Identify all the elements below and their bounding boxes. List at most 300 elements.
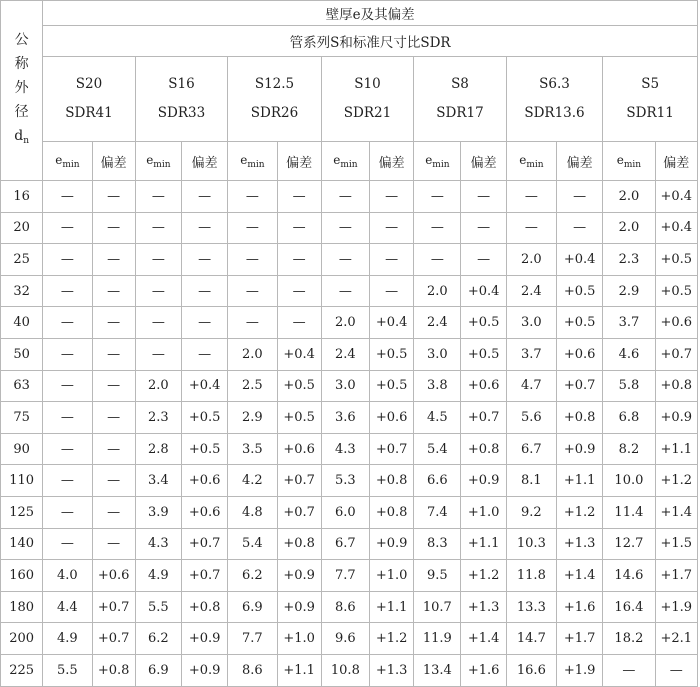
emin-value-cell: — (228, 307, 277, 339)
tolerance-value-cell: +0.9 (277, 591, 321, 623)
emin-value-cell: 5.4 (414, 433, 461, 465)
pipe-series-label: S20 (75, 76, 103, 92)
tolerance-value-cell: +0.5 (370, 370, 414, 402)
series-header-cell (506, 57, 603, 142)
tolerance-value-cell: — (277, 244, 321, 276)
emin-value-cell: 4.4 (43, 591, 92, 623)
sdr-label: SDR11 (626, 105, 674, 121)
emin-value-cell: 6.7 (321, 528, 369, 560)
emin-value-cell: 16.4 (603, 591, 655, 623)
emin-value-cell: — (506, 212, 556, 244)
emin-value-cell: 12.7 (603, 528, 655, 560)
tolerance-value-cell: +0.5 (461, 338, 506, 370)
series-header-cell (414, 57, 507, 142)
nominal-diameter-cell: 200 (1, 623, 43, 655)
tolerance-value-cell: +0.6 (277, 433, 321, 465)
emin-value-cell: 10.0 (603, 465, 655, 497)
tolerance-value-cell: +0.4 (655, 212, 697, 244)
emin-value-cell: — (43, 275, 92, 307)
emin-value-cell: 2.4 (414, 307, 461, 339)
tolerance-value-cell: +1.1 (277, 654, 321, 686)
tolerance-value-cell: — (181, 338, 227, 370)
emin-value-cell: 7.7 (321, 560, 369, 592)
series-header-cell (43, 57, 136, 142)
tolerance-value-cell: — (370, 212, 414, 244)
emin-value-cell: — (228, 244, 277, 276)
tolerance-header: 偏差 (655, 142, 697, 181)
tolerance-value-cell: — (370, 275, 414, 307)
emin-value-cell: 3.9 (135, 496, 181, 528)
tolerance-header: 偏差 (557, 142, 603, 181)
tolerance-value-cell: +1.9 (655, 591, 697, 623)
tolerance-value-cell: — (277, 181, 321, 213)
emin-value-cell: — (43, 528, 92, 560)
emin-value-cell: 5.5 (43, 654, 92, 686)
tolerance-value-cell: — (92, 338, 135, 370)
emin-value-cell: — (43, 181, 92, 213)
emin-value-cell: 13.4 (414, 654, 461, 686)
tolerance-value-cell: +0.7 (92, 623, 135, 655)
pipe-series-label: S8 (451, 76, 469, 92)
tolerance-value-cell: +0.9 (181, 654, 227, 686)
tolerance-value-cell: — (557, 212, 603, 244)
tolerance-value-cell: — (92, 496, 135, 528)
tolerance-value-cell: +0.8 (370, 496, 414, 528)
tolerance-value-cell: +0.7 (181, 528, 227, 560)
tolerance-header: 偏差 (461, 142, 506, 181)
tolerance-value-cell: +0.8 (655, 370, 697, 402)
tolerance-value-cell: — (92, 370, 135, 402)
emin-value-cell: 3.0 (506, 307, 556, 339)
series-header-cell (321, 57, 414, 142)
pipe-series-label: S5 (641, 76, 660, 92)
emin-value-cell: 10.7 (414, 591, 461, 623)
emin-value-cell: — (414, 212, 461, 244)
table-row (1, 528, 698, 560)
table-header (1, 1, 698, 181)
tolerance-value-cell: +0.6 (181, 465, 227, 497)
emin-value-cell: — (321, 244, 369, 276)
emin-value-cell: 2.3 (135, 402, 181, 434)
emin-value-cell: 2.0 (603, 212, 655, 244)
tolerance-value-cell: — (92, 528, 135, 560)
nominal-diameter-cell: 140 (1, 528, 43, 560)
tolerance-header: 偏差 (277, 142, 321, 181)
tolerance-value-cell: — (92, 181, 135, 213)
tolerance-value-cell: +1.6 (461, 654, 506, 686)
dn-char: 外 (14, 80, 29, 96)
emin-header: $e_{min}$ (43, 142, 92, 181)
table-body (1, 181, 698, 687)
pipe-series-label: S12.5 (254, 76, 295, 92)
tolerance-value-cell: — (181, 244, 227, 276)
tolerance-value-cell: +0.5 (181, 433, 227, 465)
nominal-diameter-cell: 40 (1, 307, 43, 339)
emin-value-cell: 8.2 (603, 433, 655, 465)
tolerance-value-cell: +1.1 (557, 465, 603, 497)
tolerance-value-cell: +0.9 (461, 465, 506, 497)
tolerance-value-cell: +1.2 (370, 623, 414, 655)
emin-value-cell: — (603, 654, 655, 686)
table-row (1, 402, 698, 434)
emin-value-cell: 3.8 (414, 370, 461, 402)
tolerance-value-cell: +1.1 (655, 433, 697, 465)
pipe-series-label: S10 (354, 76, 381, 92)
emin-value-cell: 11.8 (506, 560, 556, 592)
emin-value-cell: 9.5 (414, 560, 461, 592)
tolerance-value-cell: +1.7 (655, 560, 697, 592)
tolerance-value-cell: — (277, 212, 321, 244)
emin-value-cell: 4.0 (43, 560, 92, 592)
emin-value-cell: — (135, 338, 181, 370)
nominal-diameter-cell: 25 (1, 244, 43, 276)
tolerance-value-cell: +0.4 (655, 181, 697, 213)
dn-char: 径 (14, 104, 29, 120)
emin-value-cell: — (321, 181, 369, 213)
tolerance-header: 偏差 (181, 142, 227, 181)
tolerance-value-cell: +0.6 (181, 496, 227, 528)
emin-value-cell: 4.3 (135, 528, 181, 560)
tolerance-value-cell: +0.4 (277, 338, 321, 370)
emin-header: $e_{min}$ (135, 142, 181, 181)
emin-value-cell: — (43, 370, 92, 402)
table-row (1, 433, 698, 465)
emin-value-cell: 8.1 (506, 465, 556, 497)
tolerance-value-cell: — (92, 307, 135, 339)
tolerance-value-cell: +0.7 (461, 402, 506, 434)
sdr-label: SDR17 (436, 105, 484, 121)
tolerance-value-cell: +0.5 (277, 370, 321, 402)
tolerance-value-cell: +0.9 (557, 433, 603, 465)
emin-value-cell: 2.0 (506, 244, 556, 276)
tolerance-value-cell: +0.7 (277, 496, 321, 528)
tolerance-value-cell: — (461, 181, 506, 213)
emin-value-cell: — (43, 212, 92, 244)
subheader-row (1, 142, 698, 181)
tolerance-value-cell: +0.8 (370, 465, 414, 497)
tolerance-value-cell: +0.9 (277, 560, 321, 592)
tolerance-value-cell: — (655, 654, 697, 686)
emin-value-cell: 3.7 (603, 307, 655, 339)
emin-value-cell: 2.0 (228, 338, 277, 370)
sdr-label: SDR41 (65, 105, 113, 121)
tolerance-value-cell: +0.5 (557, 275, 603, 307)
emin-value-cell: 2.4 (321, 338, 369, 370)
tolerance-value-cell: +0.7 (277, 465, 321, 497)
tolerance-value-cell: +0.8 (181, 591, 227, 623)
tolerance-value-cell: +1.3 (557, 528, 603, 560)
emin-value-cell: 4.8 (228, 496, 277, 528)
tolerance-value-cell: +0.5 (461, 307, 506, 339)
emin-value-cell: — (321, 275, 369, 307)
emin-value-cell: 4.9 (43, 623, 92, 655)
table-row (1, 307, 698, 339)
emin-value-cell: — (135, 244, 181, 276)
emin-value-cell: 6.9 (228, 591, 277, 623)
tolerance-value-cell: — (277, 275, 321, 307)
emin-value-cell: 4.9 (135, 560, 181, 592)
emin-value-cell: 2.0 (414, 275, 461, 307)
emin-value-cell: 7.4 (414, 496, 461, 528)
tolerance-value-cell: +0.5 (655, 275, 697, 307)
emin-value-cell: 4.5 (414, 402, 461, 434)
table-row (1, 591, 698, 623)
tolerance-header: 偏差 (370, 142, 414, 181)
nominal-diameter-cell: 125 (1, 496, 43, 528)
emin-value-cell: 11.4 (603, 496, 655, 528)
table-title: 壁厚e及其偏差 (43, 1, 698, 26)
tolerance-value-cell: +0.6 (92, 560, 135, 592)
emin-value-cell: 14.6 (603, 560, 655, 592)
table-row (1, 181, 698, 213)
emin-value-cell: — (43, 338, 92, 370)
nominal-diameter-cell: 90 (1, 433, 43, 465)
nominal-diameter-cell: 110 (1, 465, 43, 497)
tolerance-header: 偏差 (92, 142, 135, 181)
emin-value-cell: 2.9 (228, 402, 277, 434)
emin-value-cell: 3.7 (506, 338, 556, 370)
tolerance-value-cell: +1.4 (461, 623, 506, 655)
sdr-label: SDR21 (343, 105, 392, 121)
tolerance-value-cell: — (92, 212, 135, 244)
emin-value-cell: 5.6 (506, 402, 556, 434)
emin-value-cell: 2.4 (506, 275, 556, 307)
tolerance-value-cell: +0.4 (557, 244, 603, 276)
tolerance-value-cell: — (181, 307, 227, 339)
table-row (1, 654, 698, 686)
series-header-cell (135, 57, 228, 142)
emin-value-cell: 6.6 (414, 465, 461, 497)
nominal-diameter-cell: 75 (1, 402, 43, 434)
tolerance-value-cell: — (461, 244, 506, 276)
tolerance-value-cell: — (92, 433, 135, 465)
emin-value-cell: 10.3 (506, 528, 556, 560)
dn-char: 公 (14, 32, 29, 48)
emin-value-cell: 3.4 (135, 465, 181, 497)
tolerance-value-cell: +0.8 (557, 402, 603, 434)
emin-value-cell: 4.3 (321, 433, 369, 465)
tolerance-value-cell: +1.3 (370, 654, 414, 686)
tolerance-value-cell: +1.5 (655, 528, 697, 560)
emin-value-cell: 10.8 (321, 654, 369, 686)
tolerance-value-cell: — (92, 244, 135, 276)
series-header-cell (603, 57, 698, 142)
table-row (1, 560, 698, 592)
emin-value-cell: 16.6 (506, 654, 556, 686)
emin-value-cell: 13.3 (506, 591, 556, 623)
tolerance-value-cell: +1.2 (557, 496, 603, 528)
tolerance-value-cell: +0.5 (655, 244, 697, 276)
tolerance-value-cell: +0.6 (370, 402, 414, 434)
emin-header: $e_{min}$ (414, 142, 461, 181)
sdr-label: SDR33 (157, 105, 206, 121)
tolerance-value-cell: — (92, 402, 135, 434)
nominal-diameter-cell: 225 (1, 654, 43, 686)
emin-value-cell: — (228, 181, 277, 213)
emin-header: $e_{min}$ (506, 142, 556, 181)
emin-value-cell: 2.0 (135, 370, 181, 402)
emin-value-cell: 2.5 (228, 370, 277, 402)
emin-value-cell: 6.2 (228, 560, 277, 592)
tolerance-value-cell: +0.8 (277, 528, 321, 560)
tolerance-value-cell: +0.7 (557, 370, 603, 402)
tolerance-value-cell: — (370, 244, 414, 276)
tolerance-value-cell: +1.3 (461, 591, 506, 623)
tolerance-value-cell: — (277, 307, 321, 339)
sdr-label: SDR13.6 (524, 105, 585, 121)
tolerance-value-cell: — (92, 465, 135, 497)
emin-value-cell: 9.6 (321, 623, 369, 655)
emin-value-cell: — (135, 212, 181, 244)
tolerance-value-cell: +0.4 (181, 370, 227, 402)
tolerance-value-cell: +1.2 (655, 465, 697, 497)
emin-value-cell: — (228, 212, 277, 244)
emin-value-cell: — (43, 402, 92, 434)
tolerance-value-cell: +0.5 (181, 402, 227, 434)
table-row (1, 370, 698, 402)
emin-value-cell: 6.7 (506, 433, 556, 465)
tolerance-value-cell: +0.7 (370, 433, 414, 465)
emin-value-cell: 8.3 (414, 528, 461, 560)
emin-value-cell: 5.3 (321, 465, 369, 497)
table-row (1, 623, 698, 655)
table-row (1, 212, 698, 244)
emin-value-cell: 7.7 (228, 623, 277, 655)
emin-value-cell: 5.8 (603, 370, 655, 402)
pipe-series-label: S6.3 (539, 76, 570, 92)
emin-value-cell: — (414, 181, 461, 213)
tolerance-value-cell: +1.9 (557, 654, 603, 686)
sdr-label: SDR26 (250, 105, 299, 121)
emin-value-cell: 2.3 (603, 244, 655, 276)
nominal-diameter-header (1, 1, 43, 181)
series-header-cell (228, 57, 322, 142)
emin-value-cell: — (135, 275, 181, 307)
tolerance-value-cell: +0.4 (461, 275, 506, 307)
emin-value-cell: 4.7 (506, 370, 556, 402)
tolerance-value-cell: — (181, 212, 227, 244)
tolerance-value-cell: +0.5 (557, 307, 603, 339)
dn-char: 称 (14, 56, 29, 72)
emin-header: $e_{min}$ (321, 142, 369, 181)
tolerance-value-cell: +0.9 (655, 402, 697, 434)
table-subtitle: 管系列S和标准尺寸比SDR (43, 26, 698, 57)
emin-value-cell: 11.9 (414, 623, 461, 655)
emin-value-cell: 6.2 (135, 623, 181, 655)
tolerance-value-cell: +0.8 (92, 654, 135, 686)
tolerance-value-cell: +0.5 (277, 402, 321, 434)
tolerance-value-cell: +0.7 (655, 338, 697, 370)
tolerance-value-cell: — (557, 181, 603, 213)
emin-value-cell: 3.5 (228, 433, 277, 465)
tolerance-value-cell: +1.4 (557, 560, 603, 592)
tolerance-value-cell: +0.9 (370, 528, 414, 560)
table-row (1, 244, 698, 276)
tolerance-value-cell: +1.0 (370, 560, 414, 592)
nominal-diameter-cell: 16 (1, 181, 43, 213)
tolerance-value-cell: +0.6 (557, 338, 603, 370)
tolerance-value-cell: — (181, 181, 227, 213)
tolerance-value-cell: +2.1 (655, 623, 697, 655)
emin-value-cell: — (135, 307, 181, 339)
nominal-diameter-cell: 180 (1, 591, 43, 623)
emin-value-cell: 8.6 (321, 591, 369, 623)
emin-value-cell: 3.0 (321, 370, 369, 402)
tolerance-value-cell: +0.5 (370, 338, 414, 370)
emin-value-cell: — (506, 181, 556, 213)
emin-value-cell: 2.0 (603, 181, 655, 213)
tolerance-value-cell: +0.4 (370, 307, 414, 339)
tolerance-value-cell: — (370, 181, 414, 213)
tolerance-value-cell: +1.0 (461, 496, 506, 528)
emin-value-cell: 4.2 (228, 465, 277, 497)
emin-value-cell: — (414, 244, 461, 276)
emin-header: $e_{min}$ (228, 142, 277, 181)
emin-value-cell: 3.0 (414, 338, 461, 370)
emin-value-cell: 6.8 (603, 402, 655, 434)
emin-value-cell: 4.6 (603, 338, 655, 370)
tolerance-value-cell: +1.1 (461, 528, 506, 560)
tolerance-value-cell: — (461, 212, 506, 244)
nominal-diameter-cell: 63 (1, 370, 43, 402)
emin-value-cell: 2.8 (135, 433, 181, 465)
emin-value-cell: — (43, 465, 92, 497)
emin-value-cell: 8.6 (228, 654, 277, 686)
emin-value-cell: 14.7 (506, 623, 556, 655)
emin-value-cell: — (43, 307, 92, 339)
emin-value-cell: 2.9 (603, 275, 655, 307)
tolerance-value-cell: +1.4 (655, 496, 697, 528)
table-row (1, 496, 698, 528)
emin-value-cell: — (43, 496, 92, 528)
nominal-diameter-cell: 32 (1, 275, 43, 307)
emin-value-cell: — (321, 212, 369, 244)
emin-value-cell: 6.0 (321, 496, 369, 528)
emin-value-cell: 3.6 (321, 402, 369, 434)
emin-value-cell: 5.5 (135, 591, 181, 623)
tolerance-value-cell: +0.7 (181, 560, 227, 592)
emin-header: $e_{min}$ (603, 142, 655, 181)
emin-value-cell: 2.0 (321, 307, 369, 339)
tolerance-value-cell: +0.9 (181, 623, 227, 655)
emin-value-cell: — (135, 181, 181, 213)
pipe-series-label: S16 (168, 76, 195, 92)
tolerance-value-cell: +1.1 (370, 591, 414, 623)
emin-value-cell: — (43, 433, 92, 465)
emin-value-cell: — (43, 244, 92, 276)
tolerance-value-cell: +1.2 (461, 560, 506, 592)
table-row (1, 275, 698, 307)
tolerance-value-cell: +1.7 (557, 623, 603, 655)
emin-value-cell: 18.2 (603, 623, 655, 655)
table-row (1, 465, 698, 497)
emin-value-cell: 5.4 (228, 528, 277, 560)
series-header-row (1, 57, 698, 142)
tolerance-value-cell: +1.0 (277, 623, 321, 655)
nominal-diameter-cell: 20 (1, 212, 43, 244)
emin-value-cell: 6.9 (135, 654, 181, 686)
emin-value-cell: — (228, 275, 277, 307)
dn-symbol: $d_n$ (14, 128, 29, 146)
nominal-diameter-cell: 160 (1, 560, 43, 592)
nominal-diameter-cell: 50 (1, 338, 43, 370)
table-row (1, 338, 698, 370)
tolerance-value-cell: +0.7 (92, 591, 135, 623)
tolerance-value-cell: — (181, 275, 227, 307)
tolerance-value-cell: +1.6 (557, 591, 603, 623)
emin-value-cell: 9.2 (506, 496, 556, 528)
tolerance-value-cell: +0.8 (461, 433, 506, 465)
